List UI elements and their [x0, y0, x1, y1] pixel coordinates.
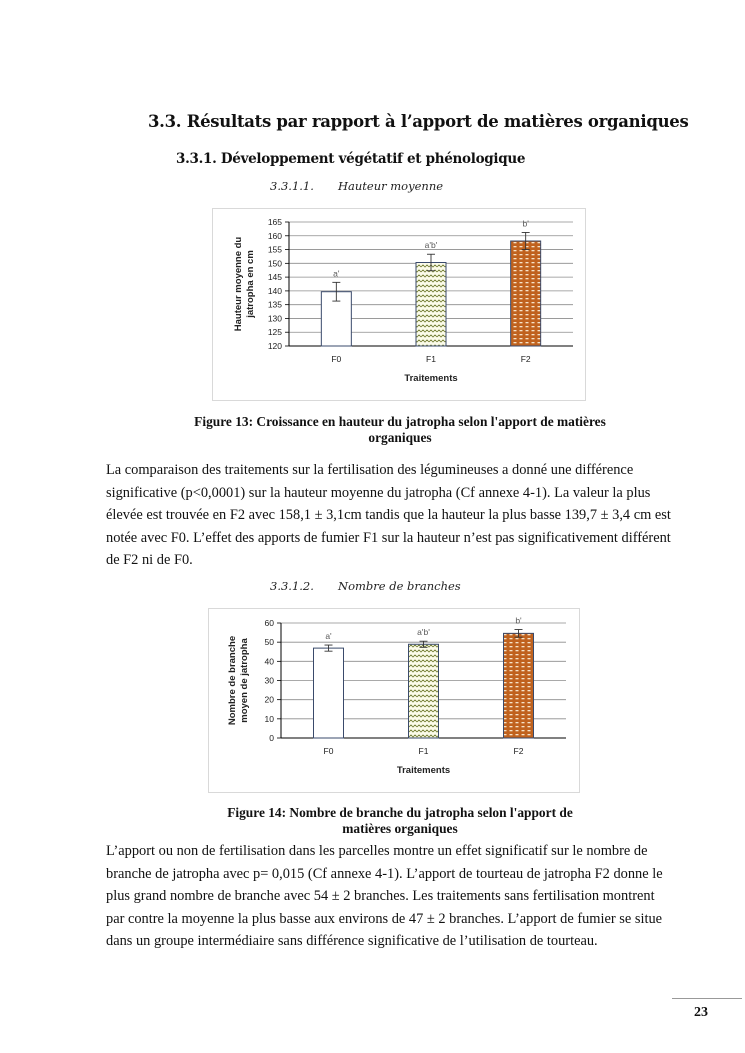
- svg-text:50: 50: [264, 637, 274, 648]
- svg-text:Traitements: Traitements: [396, 765, 451, 776]
- svg-text:130: 130: [267, 313, 282, 324]
- bar-f1: [416, 263, 446, 346]
- svg-text:60: 60: [264, 618, 274, 628]
- svg-text:F2: F2: [520, 354, 531, 364]
- subsubsection-title: Hauteur moyenne: [338, 179, 444, 193]
- svg-text:a'b': a'b': [424, 240, 438, 251]
- svg-text:40: 40: [264, 656, 274, 667]
- caption-line: Figure 13: Croissance en hauteur du jatropha selon l'apport de matières: [194, 414, 606, 429]
- svg-text:165: 165: [267, 217, 282, 227]
- footer-divider: [672, 998, 742, 999]
- chart-height-plot: [213, 209, 585, 400]
- chart-height: [212, 208, 586, 401]
- svg-text:30: 30: [264, 675, 274, 686]
- svg-text:155: 155: [267, 244, 282, 255]
- subsubsection-title: Nombre de branches: [338, 579, 461, 593]
- text-line: La comparaison des traitements sur la fertilisation des légumineuses a donné une différence: [106, 462, 634, 478]
- caption-line: organiques: [368, 430, 432, 445]
- svg-text:160: 160: [267, 230, 282, 241]
- text-line: élevée est trouvée en F2 avec 158,1 ± 3,1cm tandis que la hauteur la plus basse 139,7 ± 3,4 cm est: [106, 507, 671, 524]
- svg-text:F0: F0: [331, 354, 342, 364]
- svg-text:F0: F0: [323, 746, 334, 756]
- svg-text:b': b': [515, 615, 522, 626]
- svg-text:125: 125: [267, 327, 282, 338]
- subsubsection-number: 3.3.1.2.: [270, 579, 314, 593]
- svg-text:b': b': [522, 218, 529, 229]
- page-number: 23: [694, 1005, 708, 1020]
- chart-branches-plot: [209, 609, 579, 792]
- svg-text:Traitements: Traitements: [404, 373, 458, 384]
- subsubsection-number: 3.3.1.1.: [270, 179, 314, 193]
- bar-f0: [314, 648, 344, 738]
- text-line: de F2 ni de F0.: [106, 552, 193, 569]
- svg-text:120: 120: [267, 341, 282, 351]
- text-line: par contre la moyenne la plus basse aux environs de 47 ± 2 branches. L’apport de fumier se situe: [106, 910, 663, 927]
- svg-text:a': a': [325, 631, 332, 642]
- bar-f1: [409, 644, 439, 738]
- svg-text:F1: F1: [418, 746, 429, 756]
- caption-line: matières organiques: [342, 821, 458, 836]
- paragraph-branches-results: [106, 840, 690, 953]
- figure-13-caption: [150, 414, 650, 446]
- text-line: significative (p<0,0001) sur la hauteur moyenne du jatropha (Cf annexe 4-1). La valeur la plus: [106, 484, 651, 501]
- svg-text:140: 140: [267, 285, 282, 296]
- section-heading: 3.3. Résultats par rapport à l’apport de matières organiques: [148, 112, 689, 131]
- text-line: L’apport ou non de fertilisation dans les parcelles montre un effet significatif sur le nombre de: [106, 843, 648, 859]
- svg-text:20: 20: [264, 694, 274, 705]
- svg-text:a': a': [333, 268, 340, 279]
- svg-text:145: 145: [267, 272, 282, 283]
- subsubsection-heading-height: [270, 179, 443, 193]
- svg-text:0: 0: [269, 733, 274, 743]
- bar-f2: [511, 241, 541, 346]
- svg-text:F2: F2: [513, 746, 524, 756]
- subsection-heading: 3.3.1. Développement végétatif et phénologique: [176, 151, 526, 167]
- text-line: branche de jatropha avec p= 0,015 (Cf annexe 4-1). L’apport de tourteau de jatropha F2 donne le: [106, 865, 663, 882]
- figure-14-caption: [180, 805, 620, 837]
- svg-text:F1: F1: [426, 354, 436, 364]
- caption-line: Figure 14: Nombre de branche du jatropha selon l'apport de: [227, 805, 573, 820]
- text-line: notée avec F0. L’effet des apports de fumier F1 sur la hauteur n’est pas significativement différent: [106, 529, 671, 546]
- svg-text:10: 10: [264, 713, 274, 724]
- chart-branches: [208, 608, 580, 793]
- paragraph-height-results: [106, 459, 690, 572]
- svg-text:Hauteur moyenne dujatropha en: Hauteur moyenne dujatropha en cm: [233, 236, 256, 332]
- text-line: plus grand nombre de branche avec 54 ± 2 branches. Les traitements sans fertilisation montrent: [106, 888, 655, 905]
- text-line: dans un groupe intermédiaire sans différence significative de l’utilisation de tourteau.: [106, 933, 598, 950]
- svg-text:a'b': a'b': [417, 627, 430, 638]
- svg-text:135: 135: [267, 299, 282, 310]
- svg-text:Nombre de branchemoyen de jatr: Nombre de branchemoyen de jatropha: [227, 635, 250, 726]
- subsubsection-heading-branches: [270, 579, 461, 593]
- bar-f2: [504, 633, 534, 738]
- svg-text:150: 150: [267, 258, 282, 269]
